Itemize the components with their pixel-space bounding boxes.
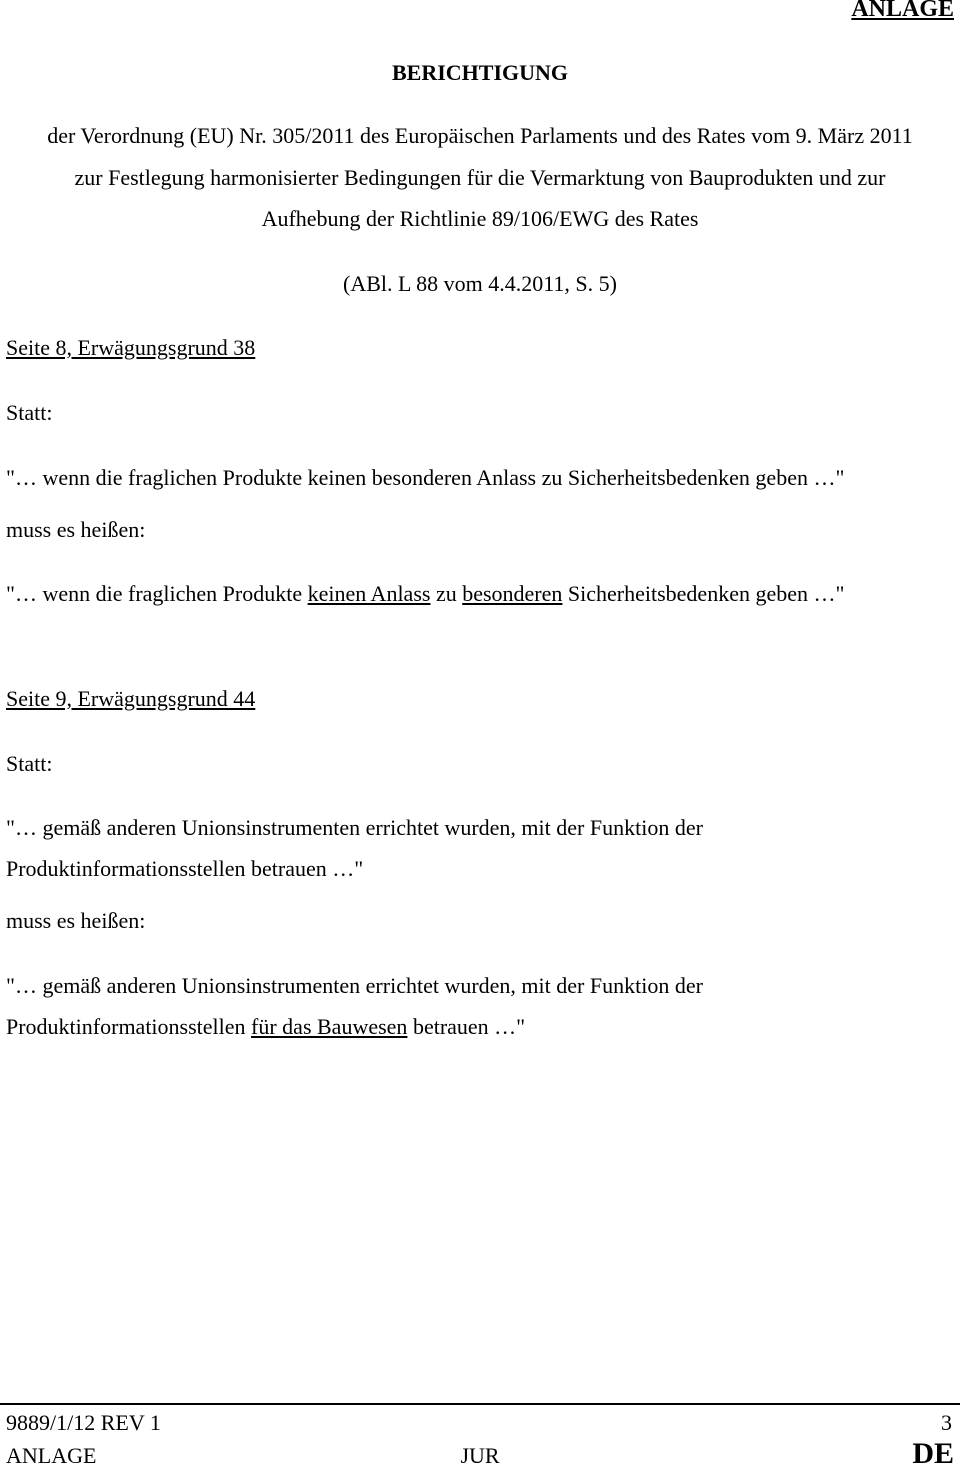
original-text-line-2: Produktinformationsstellen betrauen …" [6,856,364,881]
footer-rule [0,1403,960,1405]
correction-underline: für das Bauwesen [251,1014,408,1039]
instead-label: Statt: [6,751,53,776]
original-text-line-1: "… gemäß anderen Unionsinstrumenten errichtet wurden, mit der Funktion der [6,815,703,840]
regulation-line-3: Aufhebung der Richtlinie 89/106/EWG des Rates [261,206,699,231]
regulation-line-2: zur Festlegung harmonisierter Bedingungen für die Vermarktung von Bauprodukten und zur [74,165,886,190]
corrected-text: "… wenn die fraglichen Produkte keinen Anlass zu besonderen Sicherheitsbedenken geben …" [6,581,845,606]
should-read-label: muss es heißen: [6,908,146,933]
page-number: 3 [941,1410,952,1435]
footer-annex-label: ANLAGE [6,1443,97,1468]
instead-label: Statt: [6,400,53,425]
language-code: DE [912,1437,954,1470]
should-read-label: muss es heißen: [6,517,146,542]
correction-underline: besonderen [462,581,563,606]
document-number: 9889/1/12 REV 1 [6,1410,161,1435]
section-heading-recital-38: Seite 8, Erwägungsgrund 38 [6,335,256,360]
official-journal-reference: (ABl. L 88 vom 4.4.2011, S. 5) [343,271,617,296]
correction-underline: keinen Anlass [307,581,431,606]
corrected-text-line-2: Produktinformationsstellen für das Bauwesen betrauen …" [6,1014,526,1039]
original-text: "… wenn die fraglichen Produkte keinen besonderen Anlass zu Sicherheitsbedenken geben …" [6,465,845,490]
corrected-text-line-1: "… gemäß anderen Unionsinstrumenten errichtet wurden, mit der Funktion der [6,973,703,998]
regulation-line-1: der Verordnung (EU) Nr. 305/2011 des Europäischen Parlaments und des Rates vom 9. März 2011 [47,123,913,148]
page-title: BERICHTIGUNG [391,60,569,85]
section-heading-recital-44: Seite 9, Erwägungsgrund 44 [6,686,256,711]
footer-service-code: JUR [460,1443,500,1468]
annex-label: ANLAGE [851,0,954,22]
